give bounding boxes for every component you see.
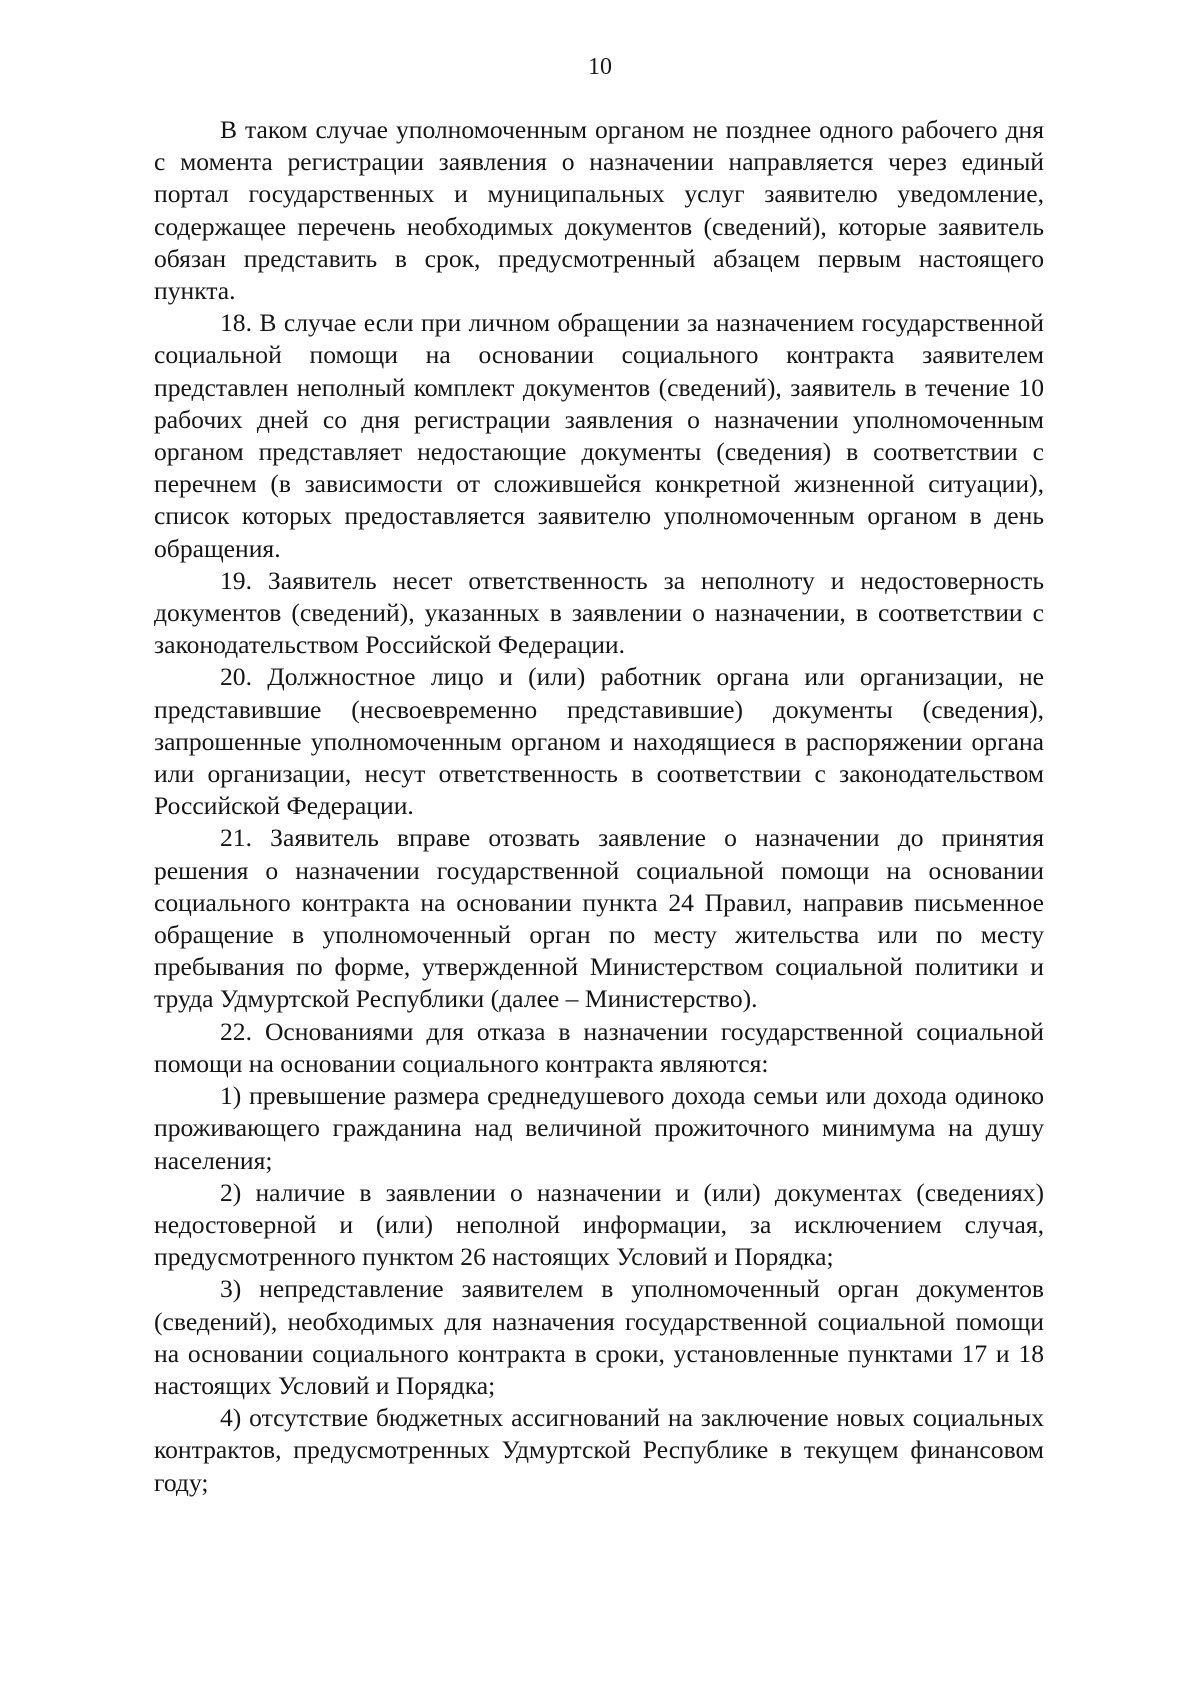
paragraph-22-item-4: 4) отсутствие бюджетных ассигнований на заключение новых социальных контрактов, предусмотренных Удмуртской Республике в текущем финансовом году; bbox=[154, 1403, 1044, 1497]
paragraph-17-continuation: В таком случае уполномоченным органом не позднее одного рабочего дня с момента регистрации заявления о назначении направляется через единый портал государственных и муниципальных услуг заявителю уведомление, содержащее перечень необходимых документов (сведений), которые заявитель обязан представить в срок, предусмотренный абзацем первым настоящего пункта. bbox=[154, 115, 1044, 306]
paragraph-22: 22. Основаниями для отказа в назначении государственной социальной помощи на основании социального контракта являются: bbox=[154, 1016, 1044, 1078]
paragraph-22-item-2: 2) наличие в заявлении о назначении и (или) документах (сведениях) недостоверной и (или) неполной информации, за исключением случая, предусмотренного пунктом 26 настоящих Условий и Порядка; bbox=[154, 1177, 1044, 1272]
paragraph-22-item-1: 1) превышение размера среднедушевого дохода семьи или дохода одиноко проживающего гражданина над величиной прожиточного минимума на душу населения; bbox=[154, 1081, 1044, 1175]
paragraph-22-item-3: 3) непредставление заявителем в уполномоченный орган документов (сведений), необходимых для назначения государственной социальной помощи на основании социального контракта в сроки, установленные пунктами 17 и 18 настоящих Условий и Порядка; bbox=[154, 1274, 1044, 1400]
paragraph-20: 20. Должностное лицо и (или) работник органа или организации, не представившие (несвоевременно представившие) документы (сведения), запрошенные уполномоченным органом и находящиеся в распоряжении органа или организации, несут ответственность в соответствии с законодательством Российской Федерации. bbox=[154, 662, 1044, 821]
paragraph-21: 21. Заявитель вправе отозвать заявление о назначении до принятия решения о назначении государственной социальной помощи на основании социального контракта на основании пункта 24 Правил, направив письменное обращение в уполномоченный орган по месту жительства или по месту пребывания по форме, утвержденной Министерством социальной политики и труда Удмуртской Республики (далее – Министерство). bbox=[154, 823, 1044, 1014]
paragraph-18: 18. В случае если при личном обращении за назначением государственной социальной помощи на основании социального контракта заявителем представлен неполный комплект документов (сведений), заявитель в течение 10 рабочих дней со дня регистрации заявления о назначении уполномоченным органом представляет недостающие документы (сведения) в соответствии с перечнем (в зависимости от сложившейся конкретной жизненной ситуации), список которых предоставляется заявителю уполномоченным органом в день обращения. bbox=[154, 308, 1044, 563]
page-number: 10 bbox=[588, 54, 612, 80]
document-body bbox=[154, 114, 1044, 1499]
paragraph-19: 19. Заявитель несет ответственность за неполноту и недостоверность документов (сведений), указанных в заявлении о назначении, в соответствии с законодательством Российской Федерации. bbox=[154, 565, 1044, 660]
